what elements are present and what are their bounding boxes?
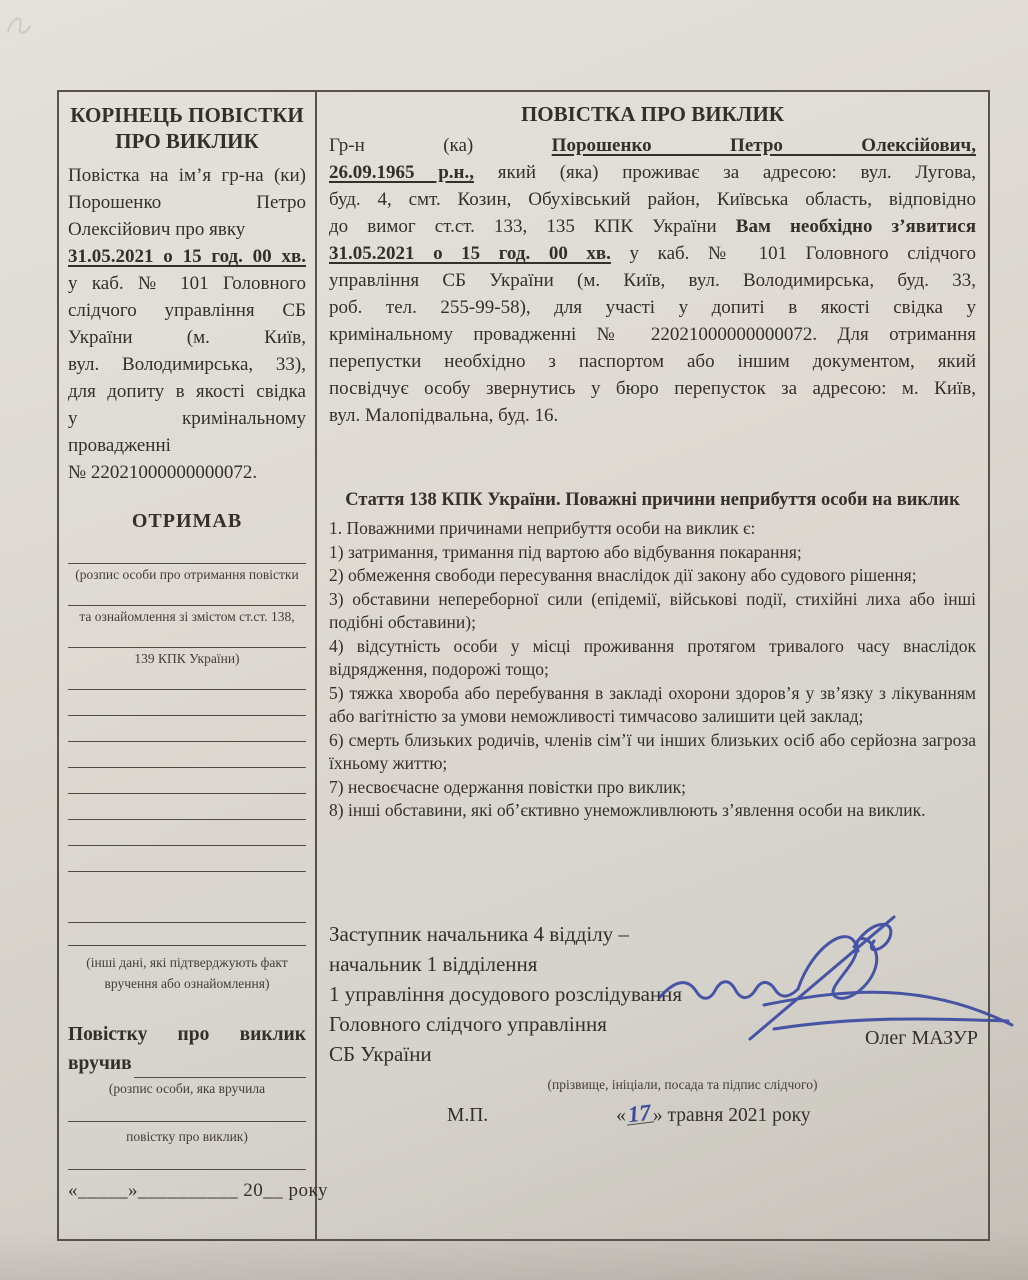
stub-body [68,162,306,486]
spacer [68,872,306,900]
article-item: 6) смерть близьких родичів, членів сім’ї чи інших близьких осіб або серйозна загроза їхньому життю; [329,729,976,773]
summoned-person-name: Порошенко Петро Олексійович, [551,135,976,156]
delivered-caption: (розпис особи, яка вручила [108,1081,266,1096]
summons-case-number-line: кримінальному провадженні № 22021000000000072. Для отримання [329,324,976,345]
summons-column [317,92,988,1239]
summons-body-line: посвідчує особу звернутись у бюро перепусток за адресою: м. Київ, [329,378,976,399]
summons-citizen-line [329,132,976,159]
blank-line [68,690,306,716]
officer-signature-block [329,919,976,1069]
seal-label: М.П. [447,1104,489,1126]
birth-date: 26.09.1965 р.н., [329,162,474,183]
date-and-seal-row [329,1099,976,1127]
article-intro: 1. Поважними причинами неприбуття особи на виклик є: [329,518,756,538]
signature-blank-line [68,669,306,690]
quote-open: « [616,1104,626,1126]
summons-body-line: перепустки необхідно з паспортом або іншим документом, який [329,351,976,372]
appearance-datetime: 31.05.2021 о 15 год. 00 хв. [329,243,611,264]
summons-body-line: до вимог ст.ст. 133, 135 КПК України Вам необхідно з’явитися [329,216,976,237]
summons-body-line: буд. 4, смт. Козин, Обухівський район, Київська область, відповідно [329,189,976,210]
other-data-caption: (інші дані, які підтверджують факт [86,955,288,970]
received-caption: та ознайомлення зі змістом ст.ст. 138, [79,609,295,624]
article-item: 5) тяжка хвороба або перебування в закладі охорони здоров’я у зв’язку з лікуванням або вагітністю за умови неможливості тимчасово залишити цей заклад; [329,682,976,726]
stub-case-number: № 22021000000000072. [68,462,258,483]
pencil-scribble-mark [2,4,42,44]
officer-name: Олег МАЗУР [864,1026,978,1049]
blank-line [68,846,306,872]
stub-title-line1: КОРІНЕЦЬ ПОВІСТКИ [70,103,304,127]
officer-title-line: СБ України [329,1041,432,1066]
stub-body-line: для допиту в якості свідка [68,381,306,402]
summons-body-line: управління СБ України (м. Київ, вул. Володимирська, буд. 33, [329,270,976,291]
blank-line [68,716,306,742]
stub-date-blank: «_____»__________ 20__ року [68,1180,328,1201]
delivered-word: вручив [68,1053,132,1074]
article-item: 8) інші обставини, які об’єктивно унеможливлюють з’явлення особи на виклик. [329,800,926,820]
stub-body-line: у каб. № 101 Головного [68,273,306,294]
stub-appearance-datetime: 31.05.2021 о 15 год. 00 хв. [68,246,306,267]
stub-body-line: Порошенко Петро [68,192,306,213]
signature-blank-line [68,585,306,606]
summons-body-line: 26.09.1965 р.н., який (яка) проживає за адресою: вул. Лугова, [329,162,976,183]
summons-body-line: вул. Малопідвальна, буд. 16. [329,405,559,426]
received-caption: (розпис особи про отримання повістки [75,567,299,582]
signature-blank-line [68,1099,306,1122]
blank-line [68,923,306,946]
officer-title-line: начальник 1 відділення [329,951,538,976]
blank-line [68,900,306,923]
article-item: 4) відсутність особи у місці проживання протягом тривалого часу внаслідок відрядження, подорожі тощо; [329,635,976,679]
officer-title-lines [329,919,759,1069]
article-heading: Стаття 138 КПК України. Поважні причини неприбуття особи на виклик [345,490,960,510]
officer-title-line: 1 управління досудового розслідування [329,981,683,1006]
delivered-caption: повістку про виклик) [126,1129,248,1144]
article-item: 7) несвоєчасне одержання повістки про виклик; [329,776,686,797]
blank-line [68,820,306,846]
stub-body-line: вул. Володимирська, 33), [68,354,306,375]
summons-form-table [57,90,990,1241]
article-item: 1) затримання, тримання під вартою або відбування покарання; [329,541,802,562]
delivered-line: Повістку про виклик [68,1024,306,1045]
stub-body-line: України (м. Київ, [68,327,306,348]
summons-body [329,132,976,429]
other-data-caption: вручення або ознайомлення) [104,976,270,991]
signature-blank-line [68,627,306,648]
stub-body-line: провадженні [68,435,171,456]
stub-title-line2: ПРО ВИКЛИК [115,129,259,153]
received-caption: 139 КПК України) [134,651,240,666]
stub-body-line: у кримінальному [68,408,306,429]
stub-body-line: Олексійович про явку [68,219,246,240]
date-rest: » травня 2021 року [652,1104,811,1126]
stub-body-line: слідчого управління СБ [68,300,306,321]
stub-title [68,102,306,154]
blank-line [68,768,306,794]
article-body [329,517,976,823]
delivered-block [68,1020,306,1078]
officer-caption: (прізвище, ініціали, посада та підпис слідчого) [547,1076,818,1092]
officer-title-line: Заступник начальника 4 відділу – [329,921,629,946]
document-date [616,1099,811,1127]
officer-title-line: Головного слідчого управління [329,1011,607,1036]
article-item: 3) обставини непереборної сили (епідемії, військові події, стихійні лиха або інші подібні обставини); [329,588,976,632]
stub-body-line: Повістка на ім’я гр-на (ки) [68,165,306,186]
signature-blank-line [68,533,306,564]
handwritten-day: 17 [626,1099,653,1127]
signature-blank-line [68,1147,306,1170]
blank-line [68,794,306,820]
article-item: 2) обмеження свободи пересування внаслідок дії закону або судового рішення; [329,565,917,585]
received-heading: ОТРИМАВ [131,510,243,532]
must-appear-text: Вам необхідно з’явитися [735,216,976,237]
blank-line [68,742,306,768]
citizen-label-fem: (ка) [443,135,474,156]
summons-title: ПОВІСТКА ПРО ВИКЛИК [520,102,785,126]
citizen-label: Гр-н [329,135,365,156]
article-138-section [329,487,976,823]
stub-column [59,92,328,1239]
summons-body-line: 31.05.2021 о 15 год. 00 хв. у каб. № 101 Головного слідчого [329,243,976,264]
signature-blank-line [134,1055,306,1078]
summons-body-line: роб. тел. 255-99-58), для участі у допиті в якості свідка у [329,297,976,318]
